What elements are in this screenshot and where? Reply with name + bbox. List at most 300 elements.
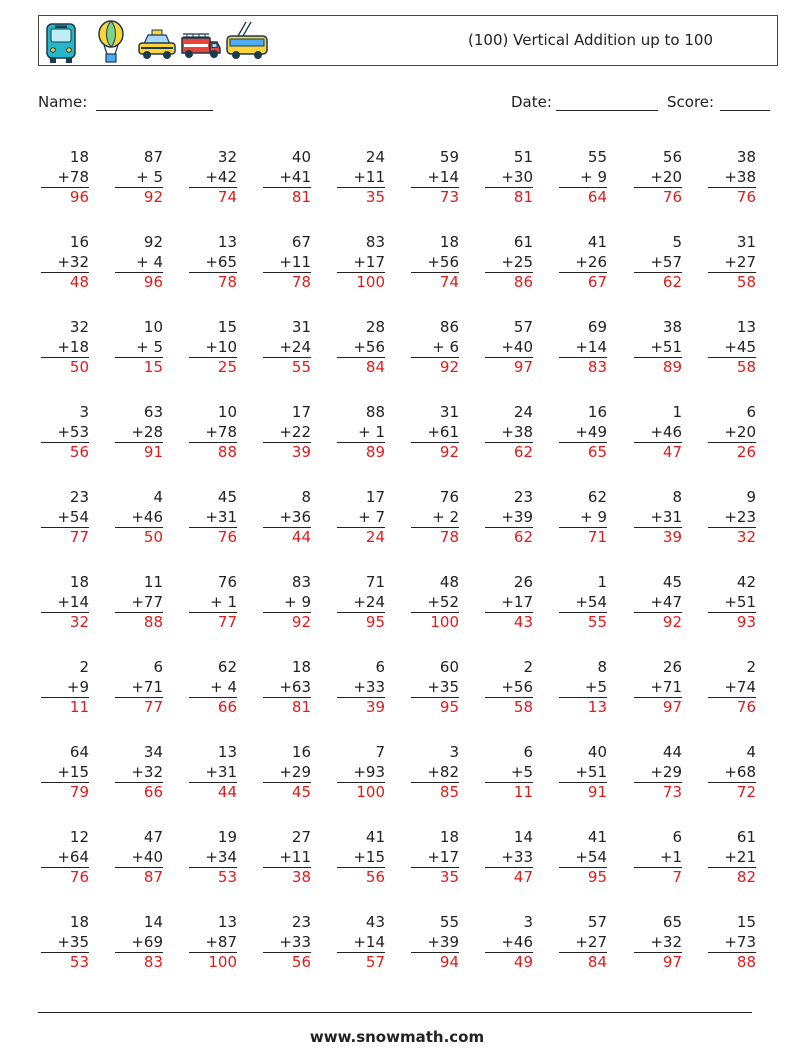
second-addend: +11 <box>337 168 385 189</box>
hot-air-balloon-icon <box>96 20 126 64</box>
second-addend: +49 <box>559 423 607 444</box>
answer: 77 <box>217 613 237 632</box>
answer: 25 <box>217 358 237 377</box>
addition-problem <box>634 913 682 973</box>
addition-problem <box>263 318 311 378</box>
first-addend: 62 <box>217 658 237 676</box>
first-addend: 16 <box>291 743 311 761</box>
second-addend: +68 <box>708 763 756 784</box>
first-addend: 2 <box>79 658 89 676</box>
second-addend: + 9 <box>559 508 607 529</box>
second-addend: +56 <box>485 678 533 699</box>
answer: 39 <box>365 698 385 717</box>
addition-problem <box>41 743 89 803</box>
second-addend: +5 <box>559 678 607 699</box>
addition-problem <box>411 403 459 463</box>
addition-problem <box>263 658 311 718</box>
second-addend: +10 <box>189 338 237 359</box>
second-addend: +74 <box>708 678 756 699</box>
addition-problem <box>708 318 756 378</box>
answer: 47 <box>513 868 533 887</box>
second-addend: +20 <box>634 168 682 189</box>
first-addend: 9 <box>746 488 756 506</box>
second-addend: +30 <box>485 168 533 189</box>
second-addend: +65 <box>189 253 237 274</box>
first-addend: 14 <box>143 913 163 931</box>
second-addend: +32 <box>634 933 682 954</box>
addition-problem <box>485 318 533 378</box>
addition-problem <box>708 488 756 548</box>
taxi-icon <box>136 20 178 64</box>
first-addend: 7 <box>375 743 385 761</box>
answer: 66 <box>143 783 163 802</box>
second-addend: +46 <box>485 933 533 954</box>
addition-problem <box>559 488 607 548</box>
first-addend: 23 <box>291 913 311 931</box>
answer: 55 <box>587 613 607 632</box>
second-addend: +34 <box>189 848 237 869</box>
addition-problem <box>411 488 459 548</box>
answer: 100 <box>430 613 459 632</box>
answer: 35 <box>439 868 459 887</box>
addition-problem <box>337 573 385 633</box>
answer: 11 <box>513 783 533 802</box>
answer: 24 <box>365 528 385 547</box>
first-addend: 41 <box>365 828 385 846</box>
answer: 86 <box>513 273 533 292</box>
second-addend: +17 <box>485 593 533 614</box>
addition-problem <box>634 828 682 888</box>
first-addend: 17 <box>291 403 311 421</box>
answer: 89 <box>365 443 385 462</box>
answer: 43 <box>513 613 533 632</box>
problems-grid <box>0 148 794 998</box>
answer: 100 <box>356 783 385 802</box>
first-addend: 61 <box>736 828 756 846</box>
first-addend: 57 <box>513 318 533 336</box>
second-addend: + 2 <box>411 508 459 529</box>
addition-problem <box>411 318 459 378</box>
answer: 78 <box>439 528 459 547</box>
answer: 57 <box>365 953 385 972</box>
first-addend: 60 <box>439 658 459 676</box>
second-addend: +63 <box>263 678 311 699</box>
first-addend: 18 <box>69 913 89 931</box>
first-addend: 63 <box>143 403 163 421</box>
addition-problem <box>559 573 607 633</box>
addition-problem <box>41 658 89 718</box>
addition-problem <box>337 743 385 803</box>
first-addend: 16 <box>69 233 89 251</box>
first-addend: 18 <box>439 828 459 846</box>
answer: 56 <box>69 443 89 462</box>
addition-problem <box>485 148 533 208</box>
answer: 92 <box>439 358 459 377</box>
answer: 62 <box>513 443 533 462</box>
first-addend: 6 <box>375 658 385 676</box>
answer: 74 <box>217 188 237 207</box>
first-addend: 69 <box>587 318 607 336</box>
first-addend: 51 <box>513 148 533 166</box>
first-addend: 57 <box>587 913 607 931</box>
answer: 62 <box>662 273 682 292</box>
addition-problem <box>189 913 237 973</box>
addition-problem <box>708 233 756 293</box>
first-addend: 16 <box>587 403 607 421</box>
answer: 48 <box>69 273 89 292</box>
answer: 53 <box>217 868 237 887</box>
addition-problem <box>559 658 607 718</box>
answer: 32 <box>69 613 89 632</box>
first-addend: 6 <box>523 743 533 761</box>
addition-problem <box>115 403 163 463</box>
addition-problem <box>337 233 385 293</box>
addition-problem <box>189 573 237 633</box>
addition-problem <box>708 828 756 888</box>
second-addend: +9 <box>41 678 89 699</box>
answer: 97 <box>513 358 533 377</box>
second-addend: +39 <box>411 933 459 954</box>
addition-problem <box>634 148 682 208</box>
first-addend: 11 <box>143 573 163 591</box>
second-addend: +11 <box>263 848 311 869</box>
answer: 74 <box>439 273 459 292</box>
first-addend: 40 <box>291 148 311 166</box>
first-addend: 10 <box>217 403 237 421</box>
addition-problem <box>263 403 311 463</box>
second-addend: +28 <box>115 423 163 444</box>
answer: 55 <box>291 358 311 377</box>
addition-problem <box>559 913 607 973</box>
answer: 97 <box>662 698 682 717</box>
answer: 45 <box>291 783 311 802</box>
addition-problem <box>115 318 163 378</box>
second-addend: +27 <box>708 253 756 274</box>
addition-problem <box>708 913 756 973</box>
second-addend: +36 <box>263 508 311 529</box>
answer: 92 <box>143 188 163 207</box>
first-addend: 13 <box>217 913 237 931</box>
addition-problem <box>485 403 533 463</box>
second-addend: +26 <box>559 253 607 274</box>
answer: 13 <box>587 698 607 717</box>
footer-website: www.snowmath.com <box>309 1028 485 1046</box>
second-addend: +25 <box>485 253 533 274</box>
answer: 76 <box>662 188 682 207</box>
second-addend: +31 <box>189 508 237 529</box>
answer: 84 <box>365 358 385 377</box>
first-addend: 18 <box>69 148 89 166</box>
addition-problem <box>189 403 237 463</box>
addition-problem <box>485 233 533 293</box>
addition-problem <box>115 828 163 888</box>
second-addend: +64 <box>41 848 89 869</box>
answer: 76 <box>736 188 756 207</box>
answer: 97 <box>662 953 682 972</box>
answer: 94 <box>439 953 459 972</box>
second-addend: + 5 <box>115 168 163 189</box>
answer: 44 <box>217 783 237 802</box>
addition-problem <box>411 743 459 803</box>
first-addend: 47 <box>143 828 163 846</box>
second-addend: +29 <box>634 763 682 784</box>
addition-problem <box>337 403 385 463</box>
second-addend: +42 <box>189 168 237 189</box>
second-addend: +54 <box>559 848 607 869</box>
answer: 58 <box>513 698 533 717</box>
second-addend: + 6 <box>411 338 459 359</box>
addition-problem <box>559 828 607 888</box>
first-addend: 71 <box>365 573 385 591</box>
addition-problem <box>263 233 311 293</box>
second-addend: +14 <box>41 593 89 614</box>
second-addend: + 4 <box>189 678 237 699</box>
name-label: Name: <box>38 93 88 111</box>
answer: 50 <box>69 358 89 377</box>
first-addend: 12 <box>69 828 89 846</box>
date-field[interactable] <box>556 110 658 111</box>
addition-problem <box>337 828 385 888</box>
second-addend: +27 <box>559 933 607 954</box>
answer: 91 <box>143 443 163 462</box>
first-addend: 45 <box>662 573 682 591</box>
second-addend: +22 <box>263 423 311 444</box>
first-addend: 1 <box>597 573 607 591</box>
addition-problem <box>559 403 607 463</box>
answer: 95 <box>365 613 385 632</box>
first-addend: 62 <box>587 488 607 506</box>
addition-problem <box>263 573 311 633</box>
score-field[interactable] <box>720 110 770 111</box>
answer: 11 <box>69 698 89 717</box>
answer: 78 <box>217 273 237 292</box>
second-addend: +32 <box>41 253 89 274</box>
first-addend: 48 <box>439 573 459 591</box>
addition-problem <box>634 743 682 803</box>
addition-problem <box>634 403 682 463</box>
second-addend: +56 <box>337 338 385 359</box>
answer: 92 <box>662 613 682 632</box>
addition-problem <box>263 828 311 888</box>
answer: 44 <box>291 528 311 547</box>
first-addend: 15 <box>217 318 237 336</box>
answer: 89 <box>662 358 682 377</box>
first-addend: 27 <box>291 828 311 846</box>
answer: 56 <box>365 868 385 887</box>
fire-truck-icon <box>179 20 223 64</box>
second-addend: +46 <box>634 423 682 444</box>
second-addend: +71 <box>115 678 163 699</box>
answer: 72 <box>736 783 756 802</box>
first-addend: 28 <box>365 318 385 336</box>
answer: 32 <box>736 528 756 547</box>
second-addend: +29 <box>263 763 311 784</box>
addition-problem <box>115 488 163 548</box>
worksheet-title: (100) Vertical Addition up to 100 <box>468 31 713 49</box>
answer: 7 <box>672 868 682 887</box>
first-addend: 3 <box>523 913 533 931</box>
addition-problem <box>485 913 533 973</box>
first-addend: 32 <box>217 148 237 166</box>
second-addend: +51 <box>559 763 607 784</box>
second-addend: +38 <box>708 168 756 189</box>
first-addend: 83 <box>291 573 311 591</box>
answer: 88 <box>736 953 756 972</box>
second-addend: + 9 <box>559 168 607 189</box>
second-addend: +14 <box>559 338 607 359</box>
addition-problem <box>337 318 385 378</box>
first-addend: 61 <box>513 233 533 251</box>
answer: 83 <box>587 358 607 377</box>
answer: 96 <box>69 188 89 207</box>
second-addend: +40 <box>115 848 163 869</box>
first-addend: 31 <box>291 318 311 336</box>
answer: 81 <box>291 188 311 207</box>
second-addend: +52 <box>411 593 459 614</box>
addition-problem <box>41 403 89 463</box>
answer: 64 <box>587 188 607 207</box>
second-addend: +93 <box>337 763 385 784</box>
first-addend: 56 <box>662 148 682 166</box>
answer: 35 <box>365 188 385 207</box>
answer: 100 <box>356 273 385 292</box>
answer: 87 <box>143 868 163 887</box>
first-addend: 14 <box>513 828 533 846</box>
first-addend: 1 <box>672 403 682 421</box>
first-addend: 4 <box>746 743 756 761</box>
addition-problem <box>485 743 533 803</box>
second-addend: +69 <box>115 933 163 954</box>
addition-problem <box>263 488 311 548</box>
answer: 50 <box>143 528 163 547</box>
addition-problem <box>41 488 89 548</box>
addition-problem <box>485 658 533 718</box>
second-addend: +41 <box>263 168 311 189</box>
second-addend: +46 <box>115 508 163 529</box>
second-addend: +38 <box>485 423 533 444</box>
first-addend: 67 <box>291 233 311 251</box>
second-addend: +1 <box>634 848 682 869</box>
addition-problem <box>337 148 385 208</box>
addition-problem <box>485 488 533 548</box>
second-addend: +31 <box>634 508 682 529</box>
second-addend: +78 <box>41 168 89 189</box>
first-addend: 43 <box>365 913 385 931</box>
second-addend: +24 <box>337 593 385 614</box>
first-addend: 41 <box>587 233 607 251</box>
answer: 83 <box>143 953 163 972</box>
first-addend: 18 <box>291 658 311 676</box>
answer: 56 <box>291 953 311 972</box>
first-addend: 38 <box>662 318 682 336</box>
answer: 95 <box>439 698 459 717</box>
answer: 85 <box>439 783 459 802</box>
first-addend: 18 <box>69 573 89 591</box>
addition-problem <box>559 148 607 208</box>
addition-problem <box>708 658 756 718</box>
second-addend: +23 <box>708 508 756 529</box>
addition-problem <box>708 148 756 208</box>
addition-problem <box>337 488 385 548</box>
addition-problem <box>337 913 385 973</box>
score-label: Score: <box>667 93 715 111</box>
addition-problem <box>708 743 756 803</box>
answer: 76 <box>69 868 89 887</box>
second-addend: + 1 <box>189 593 237 614</box>
first-addend: 6 <box>746 403 756 421</box>
addition-problem <box>337 658 385 718</box>
answer: 39 <box>662 528 682 547</box>
second-addend: +57 <box>634 253 682 274</box>
first-addend: 13 <box>217 743 237 761</box>
addition-problem <box>41 573 89 633</box>
addition-problem <box>41 318 89 378</box>
answer: 26 <box>736 443 756 462</box>
first-addend: 40 <box>587 743 607 761</box>
answer: 73 <box>439 188 459 207</box>
first-addend: 23 <box>513 488 533 506</box>
first-addend: 87 <box>143 148 163 166</box>
answer: 78 <box>291 273 311 292</box>
answer: 82 <box>736 868 756 887</box>
addition-problem <box>411 913 459 973</box>
addition-problem <box>559 743 607 803</box>
first-addend: 45 <box>217 488 237 506</box>
second-addend: +47 <box>634 593 682 614</box>
second-addend: +17 <box>411 848 459 869</box>
answer: 71 <box>587 528 607 547</box>
addition-problem <box>115 233 163 293</box>
answer: 77 <box>143 698 163 717</box>
answer: 79 <box>69 783 89 802</box>
addition-problem <box>189 658 237 718</box>
first-addend: 38 <box>736 148 756 166</box>
first-addend: 2 <box>746 658 756 676</box>
first-addend: 76 <box>217 573 237 591</box>
second-addend: +40 <box>485 338 533 359</box>
addition-problem <box>411 573 459 633</box>
answer: 92 <box>291 613 311 632</box>
first-addend: 3 <box>79 403 89 421</box>
second-addend: + 9 <box>263 593 311 614</box>
first-addend: 24 <box>365 148 385 166</box>
first-addend: 15 <box>736 913 756 931</box>
second-addend: +14 <box>411 168 459 189</box>
addition-problem <box>189 488 237 548</box>
answer: 76 <box>217 528 237 547</box>
addition-problem <box>411 148 459 208</box>
addition-problem <box>189 828 237 888</box>
addition-problem <box>41 148 89 208</box>
second-addend: +21 <box>708 848 756 869</box>
second-addend: +32 <box>115 763 163 784</box>
addition-problem <box>115 913 163 973</box>
name-field[interactable] <box>96 110 213 111</box>
answer: 81 <box>291 698 311 717</box>
second-addend: +53 <box>41 423 89 444</box>
answer: 39 <box>291 443 311 462</box>
first-addend: 13 <box>217 233 237 251</box>
addition-problem <box>189 318 237 378</box>
second-addend: +71 <box>634 678 682 699</box>
addition-problem <box>115 148 163 208</box>
addition-problem <box>559 233 607 293</box>
addition-problem <box>485 573 533 633</box>
addition-problem <box>634 233 682 293</box>
first-addend: 92 <box>143 233 163 251</box>
addition-problem <box>263 148 311 208</box>
addition-problem <box>115 743 163 803</box>
